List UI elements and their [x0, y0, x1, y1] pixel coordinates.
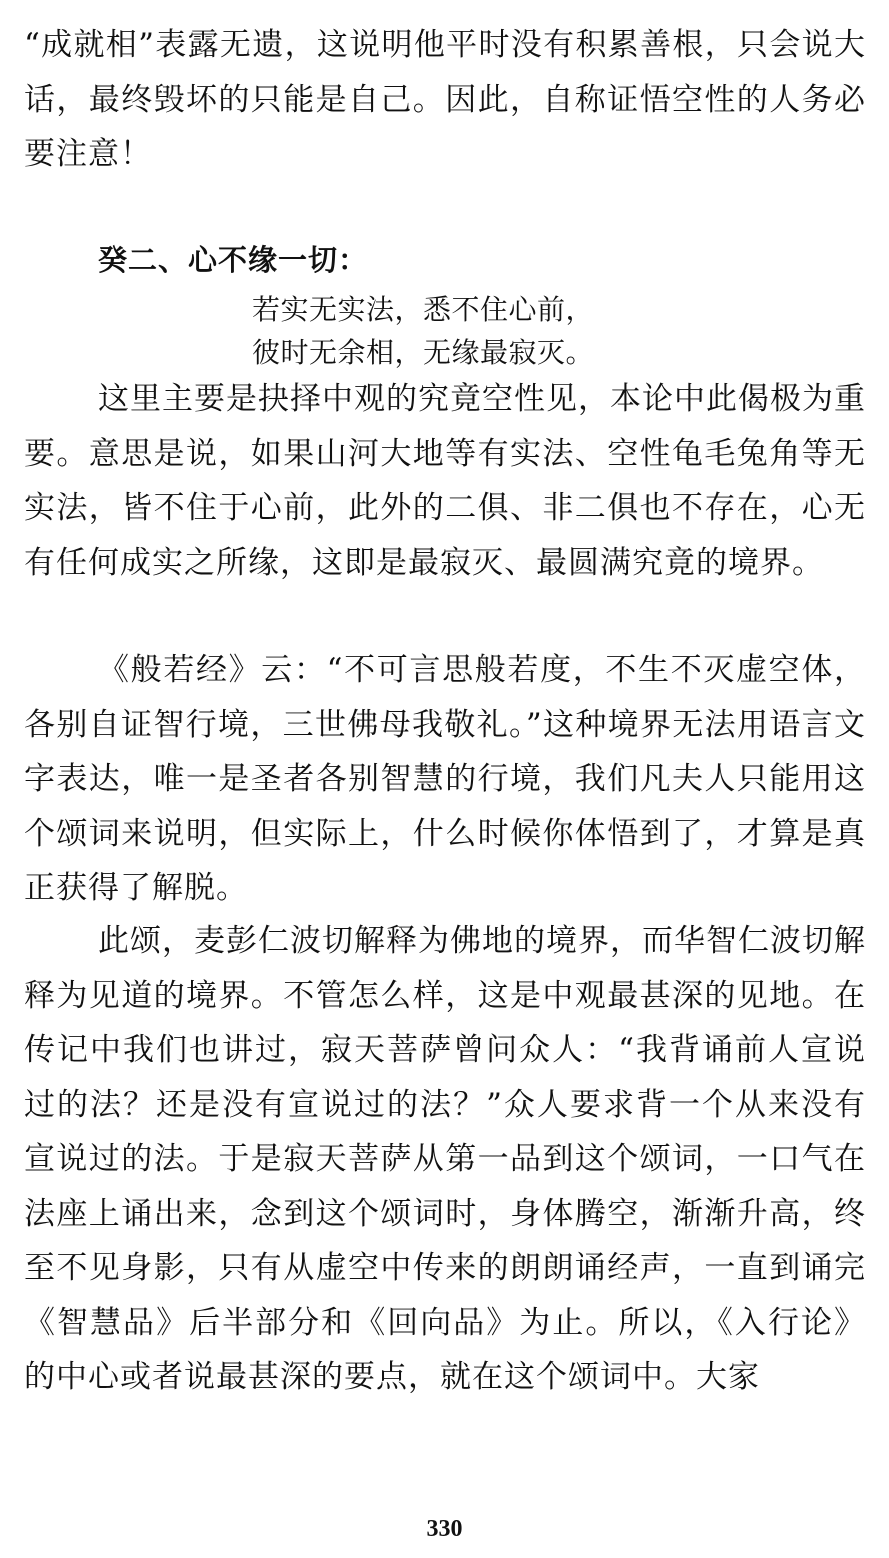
paragraph-continuation: “成就相”表露无遗，这说明他平时没有积累善根，只会说大话，最终毁坏的只能是自己。因此，自称证悟空性的人务必要注意！ [24, 27, 866, 172]
paragraph-sutra-quote: 《般若经》云：“不可言思般若度，不生不灭虚空体，各别自证智行境，三世佛母我敬礼。”这种境界无法用语言文字表达，唯一是圣者各别智慧的行境，我们凡夫人只能用这个颂词来说明，但实际上，什么时候你体悟到了，才算是真正获得了解脱。 [24, 652, 866, 906]
page-number: 330 [426, 1516, 463, 1542]
section-heading: 癸二、心不缘一切： [98, 243, 369, 277]
paragraph-explanation: 此颂，麦彭仁波切解释为佛地的境界，而华智仁波切解释为见道的境界。不管怎么样，这是中观最甚深的见地。在传记中我们也讲过，寂天菩萨曾问众人：“我背诵前人宣说过的法？还是没有宣说过的法？”众人要求背一个从来没有宣说过的法。于是寂天菩萨从第一品到这个颂词，一口气在法座上诵出来，念到这个颂词时，身体腾空，渐渐升高，终至不见身影，只有从虚空中传来的朗朗诵经声，一直到诵完《智慧品》后半部分和《回向品》为止。所以，《入行论》的中心或者说最甚深的要点，就在这个颂词中。大家 [24, 923, 866, 1395]
paragraph-commentary: 这里主要是抉择中观的究竟空性见，本论中此偈极为重要。意思是说，如果山河大地等有实法、空性龟毛兔角等无实法，皆不住于心前，此外的二俱、非二俱也不存在，心无有任何成实之所缘，这即是最寂灭、最圆满究竟的境界。 [24, 381, 866, 581]
verse-line-1: 若实无实法，悉不住心前， [252, 293, 595, 326]
verse-line-2: 彼时无余相，无缘最寂灭。 [252, 336, 595, 369]
